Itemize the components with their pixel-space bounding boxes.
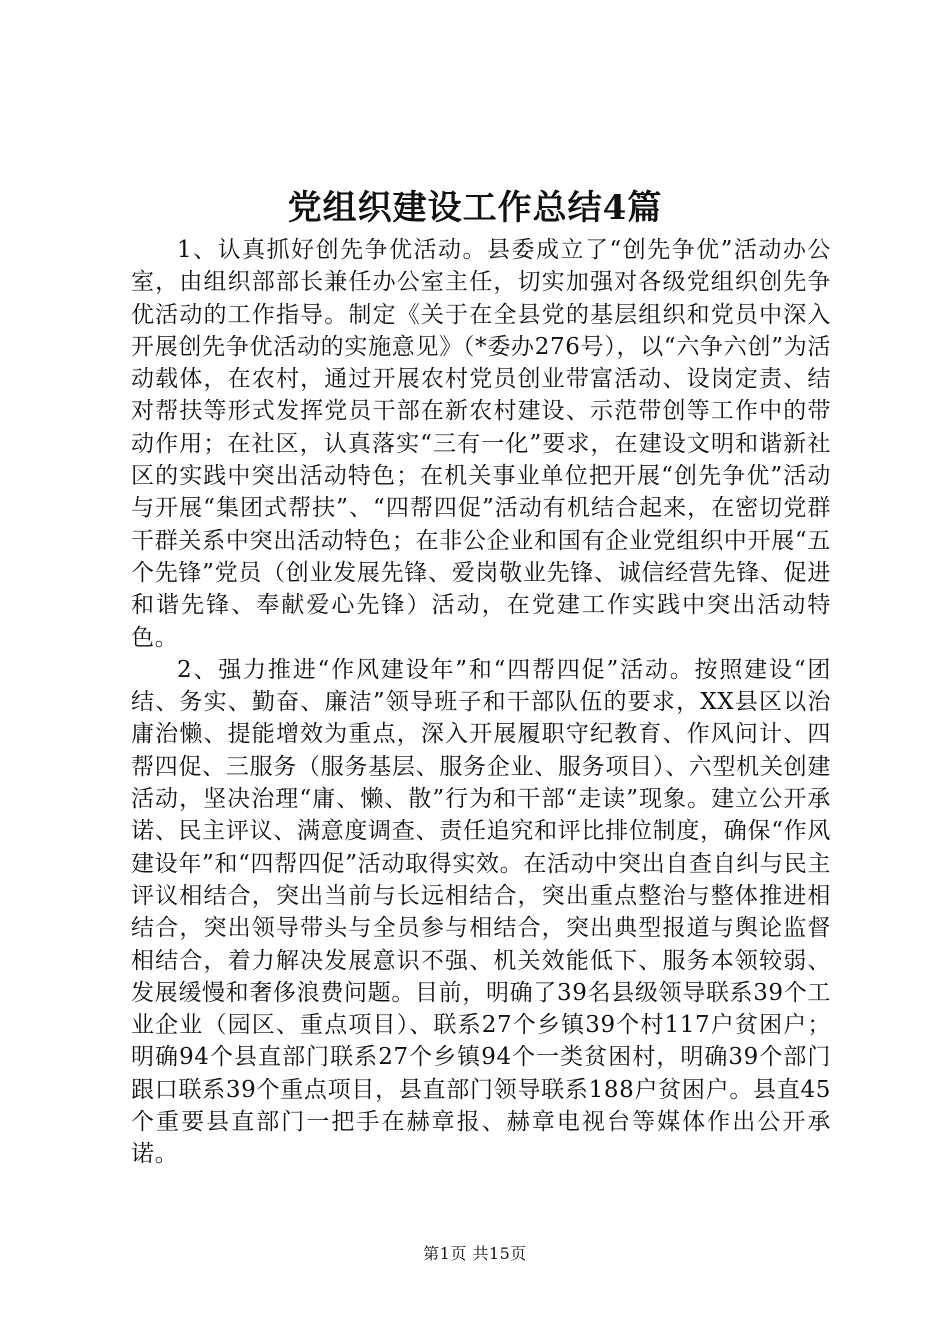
page-footer: 第1页 共15页 bbox=[423, 1244, 527, 1263]
document-body bbox=[131, 234, 831, 1171]
paragraph-1: 1、认真抓好创先争优活动。县委成立了“创先争优”活动办公室，由组织部部长兼任办公室主任，切实加强对各级党组织创先争优活动的工作指导。制定《关于在全县党的基层组织和党员中深入开展创先争优活动的实施意见》（*委办276号），以“六争六创”为活动载体，在农村，通过开展农村党员创业带富活动、设岗定责、结对帮扶等形式发挥党员干部在新农村建设、示范带创等工作中的带动作用；在社区，认真落实“三有一化”要求，在建设文明和谐新社区的实践中突出活动特色；在机关事业单位把开展“创先争优”活动与开展“集团式帮扶”、“四帮四促”活动有机结合起来，在密切党群干群关系中突出活动特色；在非公企业和国有企业党组织中开展“五个先锋”党员（创业发展先锋、爱岗敬业先锋、诚信经营先锋、促进和谐先锋、奉献爱心先锋）活动，在党建工作实践中突出活动特色。 bbox=[131, 237, 831, 651]
document-title: 党组织建设工作总结4篇 bbox=[287, 188, 663, 228]
paragraph-2: 2、强力推进“作风建设年”和“四帮四促”活动。按照建设“团结、务实、勤奋、廉洁”领导班子和干部队伍的要求，XX县区以治庸治懒、提能增效为重点，深入开展履职守纪教育、作风问计、四帮四促、三服务（服务基层、服务企业、服务项目）、六型机关创建活动，坚决治理“庸、懒、散”行为和干部“走读”现象。建立公开承诺、民主评议、满意度调查、责任追究和评比排位制度，确保“作风建设年”和“四帮四促”活动取得实效。在活动中突出自查自纠与民主评议相结合，突出当前与长远相结合，突出重点整治与整体推进相结合，突出领导带头与全员参与相结合，突出典型报道与舆论监督相结合，着力解决发展意识不强、机关效能低下、服务本领较弱、发展缓慢和奢侈浪费问题。目前，明确了39名县级领导联系39个工业企业（园区、重点项目）、联系27个乡镇39个村117户贫困户；明确94个县直部门联系27个乡镇94个一类贫困村，明确39个部门跟口联系39个重点项目，县直部门领导联系188户贫困户。县直45个重要县直部门一把手在赫章报、赫章电视台等媒体作出公开承诺。 bbox=[131, 656, 831, 1168]
